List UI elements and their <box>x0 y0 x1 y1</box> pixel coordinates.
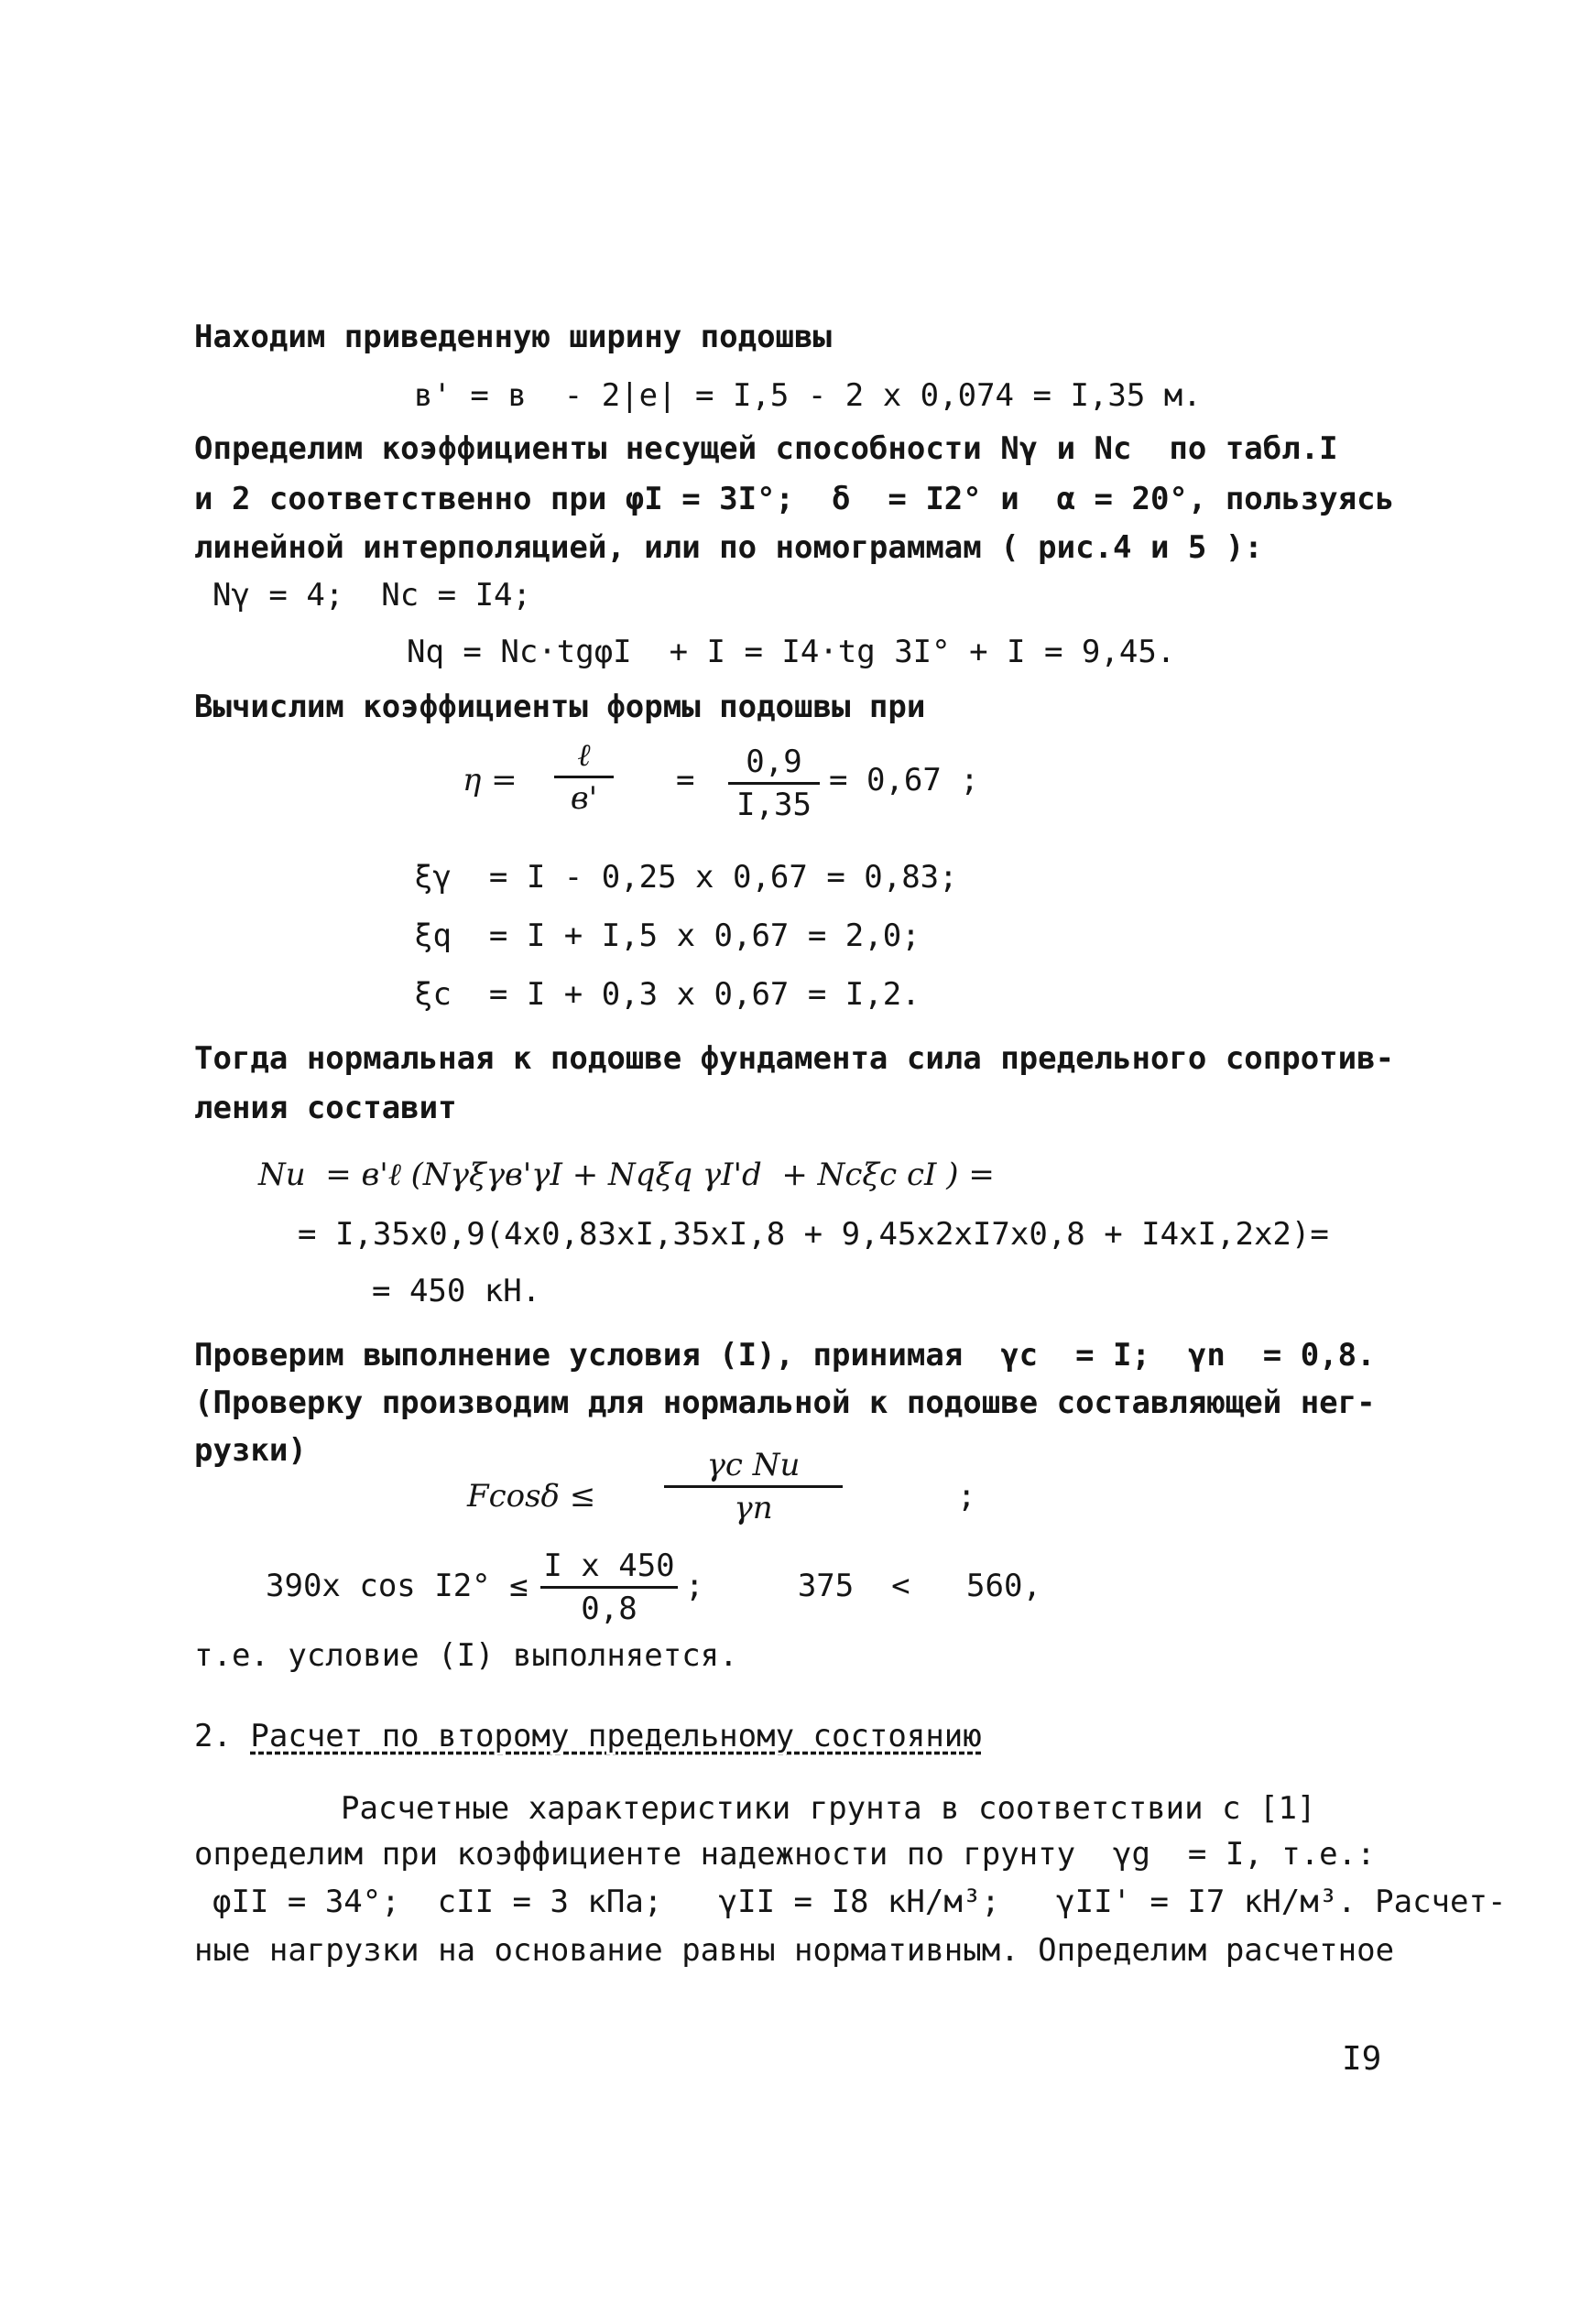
text-line: φII = 34°; cII = 3 кПа; γII = I8 кН/м³; γII' = I7 кН/м³. Расчет- <box>212 1884 1507 1920</box>
fraction-condition <box>664 1447 843 1526</box>
formula-line: в' = в - 2|e| = I,5 - 2 x 0,074 = I,35 м. <box>414 377 1202 414</box>
text-line: ные нагрузки на основание равны нормативным. Определим расчетное <box>194 1932 1395 1969</box>
fraction-condition-value <box>540 1548 678 1627</box>
text-line: Проверим выполнение условия (I), принимая γc = I; γn = 0,8. <box>194 1337 1376 1374</box>
formula-line: ξc = I + 0,3 x 0,67 = I,2. <box>414 976 921 1013</box>
fraction-eta-value <box>728 744 820 823</box>
formula-eta: η = <box>463 762 518 798</box>
text-line: Находим приведенную ширину подошвы <box>194 319 832 355</box>
text-line: линейной интерполяцией, или по номограммам ( рис.4 и 5 ): <box>194 529 1263 566</box>
fraction-eta <box>554 737 614 817</box>
text-line: (Проверку производим для нормальной к подошве составляющей нег- <box>194 1385 1376 1421</box>
text-line: Тогда нормальная к подошве фундамента сила предельного сопротив- <box>194 1040 1395 1077</box>
section-number: 2. <box>194 1718 251 1754</box>
fraction-denominator: 0,8 <box>581 1591 637 1627</box>
formula-line: = 450 кН. <box>372 1273 541 1309</box>
formula-line: Nγ = 4; Nc = I4; <box>212 577 531 614</box>
section-title: Расчет по второму предельному состоянию <box>250 1718 982 1754</box>
fraction-bar <box>540 1586 678 1589</box>
fraction-bar <box>554 776 614 778</box>
formula-line: ξγ = I - 0,25 x 0,67 = 0,83; <box>414 859 958 896</box>
formula-condition-value: 390x cos I2° ≤ <box>266 1568 528 1604</box>
formula-line: ξq = I + I,5 x 0,67 = 2,0; <box>414 918 921 954</box>
text-line: Расчетные характеристики грунта в соответствии с [1] <box>341 1790 1316 1827</box>
fraction-denominator: в' <box>570 780 598 817</box>
formula-semicolon: ; <box>957 1478 976 1515</box>
formula-eq: = <box>676 762 695 798</box>
formula-comparison: ; 375 < 560, <box>685 1568 1041 1604</box>
text-line: рузки) <box>194 1432 307 1469</box>
text-line: определим при коэффициенте надежности по грунту γg = I, т.е.: <box>194 1836 1376 1873</box>
formula-line: = I,35x0,9(4x0,83xI,35xI,8 + 9,45x2xI7x0,8 + I4xI,2x2)= <box>298 1216 1329 1253</box>
fraction-denominator: I,35 <box>736 787 812 823</box>
text-line: Вычислим коэффициенты формы подошвы при <box>194 689 926 725</box>
text-line: Определим коэффициенты несущей способности Nγ и Nc по табл.I <box>194 430 1338 467</box>
formula-line: Nq = Nc·tgφI + I = I4·tg 3I° + I = 9,45. <box>407 634 1176 670</box>
section-heading <box>194 1718 982 1754</box>
fraction-bar <box>728 782 820 785</box>
formula-condition: Fcosδ ≤ <box>467 1478 596 1515</box>
text-line: и 2 соответственно при φI = 3I°; δ = I2° и α = 20°, пользуясь <box>194 481 1395 517</box>
fraction-numerator: I x 450 <box>543 1548 675 1584</box>
page-number: I9 <box>1342 2040 1382 2078</box>
text-line: ления составит <box>194 1090 457 1126</box>
fraction-numerator: γc Nu <box>706 1447 801 1483</box>
fraction-denominator: γn <box>734 1490 773 1526</box>
formula-line: Nu = в'ℓ (Nγξγв'γI + Nqξq γI'd + Ncξc cI ) = <box>258 1157 995 1193</box>
fraction-bar <box>664 1485 843 1488</box>
fraction-numerator: ℓ <box>577 737 591 774</box>
fraction-numerator: 0,9 <box>746 744 802 780</box>
text-line: т.е. условие (I) выполняется. <box>194 1637 738 1674</box>
formula-result: = 0,67 ; <box>829 762 979 798</box>
